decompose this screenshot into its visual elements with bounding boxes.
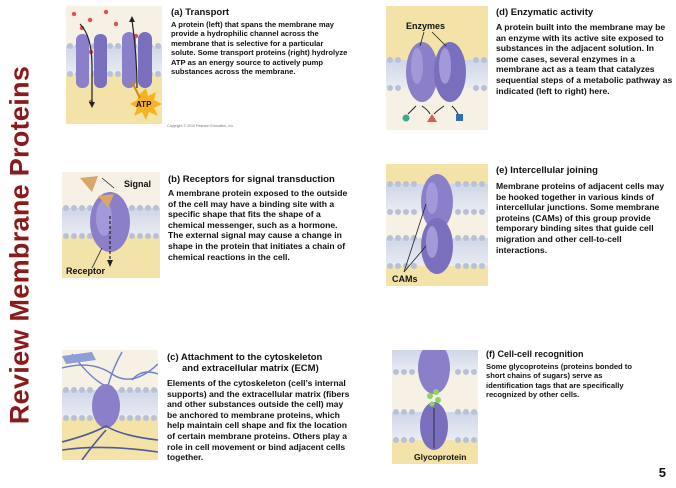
cams-label: CAMs	[392, 274, 418, 284]
panel-f-title: (f) Cell-cell recognition	[486, 349, 584, 359]
cams-illustration	[386, 164, 488, 286]
receptor-label: Receptor	[66, 266, 106, 276]
panel-a-title: (a) Transport	[171, 7, 230, 18]
enzymes-label: Enzymes	[406, 21, 446, 31]
panel-f-text: Some glycoproteins (proteins bonded to short chains of sugars) serve as identification tags that are specifically recognized by other cells.	[486, 362, 632, 400]
copyright-text: Copyright © 2010 Pearson Education, Inc.	[167, 124, 235, 128]
side-title	[2, 10, 38, 480]
panel-b-text: A membrane protein exposed to the outside of the cell may have a binding site with a specific shape that fits the shape of a chemical messenger, such as a hormone. The external signal may cause a change in shape in the protein that initiates a chain of chemical reactions in the cell.	[168, 188, 348, 262]
panel-b-title: (b) Receptors for signal transduction	[168, 174, 335, 185]
cytoskeleton-illustration	[62, 350, 158, 460]
panel-c-text: Elements of the cytoskeleton (cell’s internal supports) and the extracellular matrix (fibers and other substances outside the cell) may be anchored to membrane proteins, which help maintain cell shape and fix the location of certain membrane proteins. Others play a role in cell movement or bind adjacent cells together.	[167, 378, 350, 463]
panel-e-text: Membrane proteins of adjacent cells may be hooked together in various kinds of intercellular junctions. Some membrane proteins (CAMs) of this group provide temporary binding sites that guide cell migration and other cell-to-cell interactions.	[496, 181, 665, 255]
atp-label: ATP	[136, 100, 152, 109]
panel-a-text: A protein (left) that spans the membrane may provide a hydrophilic channel across the membrane that is selective for a particular solute. Some transport proteins (right) hydrolyze ATP as an energy source to actively pump substances across the membrane.	[171, 20, 348, 77]
signal-label: Signal	[124, 179, 152, 189]
panel-d-title: (d) Enzymatic activity	[496, 7, 594, 18]
panel-c-title: (c) Attachment to the cytoskeleton	[167, 352, 323, 363]
panel-c-title-line2: and extracellular matrix (ECM)	[182, 363, 319, 374]
page-number: 5	[658, 465, 666, 480]
side-title-text: Review Membrane Proteins	[4, 65, 35, 425]
panel-d-text: A protein built into the membrane may be an enzyme with its active site exposed to substances in the adjacent solution. In some cases, several enzymes in a membrane act as a team that catalyzes sequential steps of a metabolic pathway as indicated (left to right) here.	[496, 22, 673, 96]
glycoprotein-label: Glycoprotein	[414, 452, 467, 462]
glycoprotein-illustration	[392, 350, 478, 464]
panel-e-title: (e) Intercellular joining	[496, 165, 598, 176]
